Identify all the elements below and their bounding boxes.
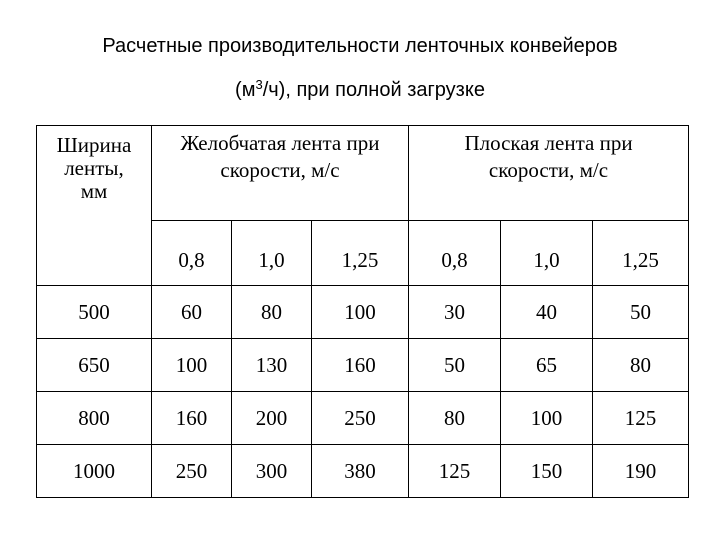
table-row bbox=[37, 286, 689, 339]
table-cell: 50 bbox=[593, 286, 689, 339]
table-cell: 150 bbox=[501, 445, 593, 498]
table-cell: 60 bbox=[152, 286, 232, 339]
table-cell: 380 bbox=[312, 445, 409, 498]
table-row bbox=[37, 339, 689, 392]
table-cell: 65 bbox=[501, 339, 593, 392]
table-cell: 160 bbox=[152, 392, 232, 445]
header-belt-width bbox=[37, 126, 152, 286]
header-speed-cell: 1,0 bbox=[501, 221, 593, 286]
header-speed-cell: 0,8 bbox=[409, 221, 501, 286]
title-unit-suffix: /ч), при полной загрузке bbox=[262, 79, 485, 101]
table-cell: 500 bbox=[37, 286, 152, 339]
table-cell: 100 bbox=[312, 286, 409, 339]
header-belt-width-line-2: ленты, bbox=[64, 156, 124, 180]
table-cell: 650 bbox=[37, 339, 152, 392]
title-unit-superscript: 3 bbox=[255, 77, 263, 92]
header-troughed-belt-line-1: Желобчатая лента при bbox=[180, 131, 380, 155]
header-flat-belt-line-1: Плоская лента при bbox=[464, 131, 633, 155]
table-cell: 250 bbox=[312, 392, 409, 445]
table-cell: 100 bbox=[152, 339, 232, 392]
table-cell: 300 bbox=[232, 445, 312, 498]
header-flat-belt-line-2: скорости, м/с bbox=[488, 158, 609, 182]
table-cell: 190 bbox=[593, 445, 689, 498]
title-unit-prefix: (м bbox=[235, 79, 256, 101]
table-cell: 160 bbox=[312, 339, 409, 392]
title-line-1: Расчетные производительности ленточных конвейеров bbox=[102, 35, 618, 57]
table-cell: 1000 bbox=[37, 445, 152, 498]
table-row bbox=[37, 445, 689, 498]
header-flat-belt bbox=[409, 126, 689, 221]
table-header-row bbox=[37, 126, 689, 221]
conveyor-capacity-table bbox=[36, 125, 689, 498]
table-cell: 80 bbox=[409, 392, 501, 445]
table-cell: 200 bbox=[232, 392, 312, 445]
header-troughed-belt-line-2: скорости, м/с bbox=[220, 158, 340, 182]
table-cell: 50 bbox=[409, 339, 501, 392]
header-belt-width-line-1: Ширина bbox=[56, 133, 132, 157]
table-cell: 125 bbox=[593, 392, 689, 445]
table-cell: 80 bbox=[232, 286, 312, 339]
header-belt-width-line-3: мм bbox=[80, 179, 108, 203]
table-cell: 100 bbox=[501, 392, 593, 445]
table-cell: 130 bbox=[232, 339, 312, 392]
table-cell: 125 bbox=[409, 445, 501, 498]
table-cell: 80 bbox=[593, 339, 689, 392]
table-cell: 40 bbox=[501, 286, 593, 339]
table-cell: 30 bbox=[409, 286, 501, 339]
title-line-2 bbox=[0, 77, 720, 103]
table-row bbox=[37, 392, 689, 445]
header-speed-cell: 1,25 bbox=[312, 221, 409, 286]
header-speed-cell: 1,25 bbox=[593, 221, 689, 286]
header-speed-cell: 0,8 bbox=[152, 221, 232, 286]
table-cell: 800 bbox=[37, 392, 152, 445]
header-troughed-belt bbox=[152, 126, 409, 221]
header-speed-cell: 1,0 bbox=[232, 221, 312, 286]
table-cell: 250 bbox=[152, 445, 232, 498]
